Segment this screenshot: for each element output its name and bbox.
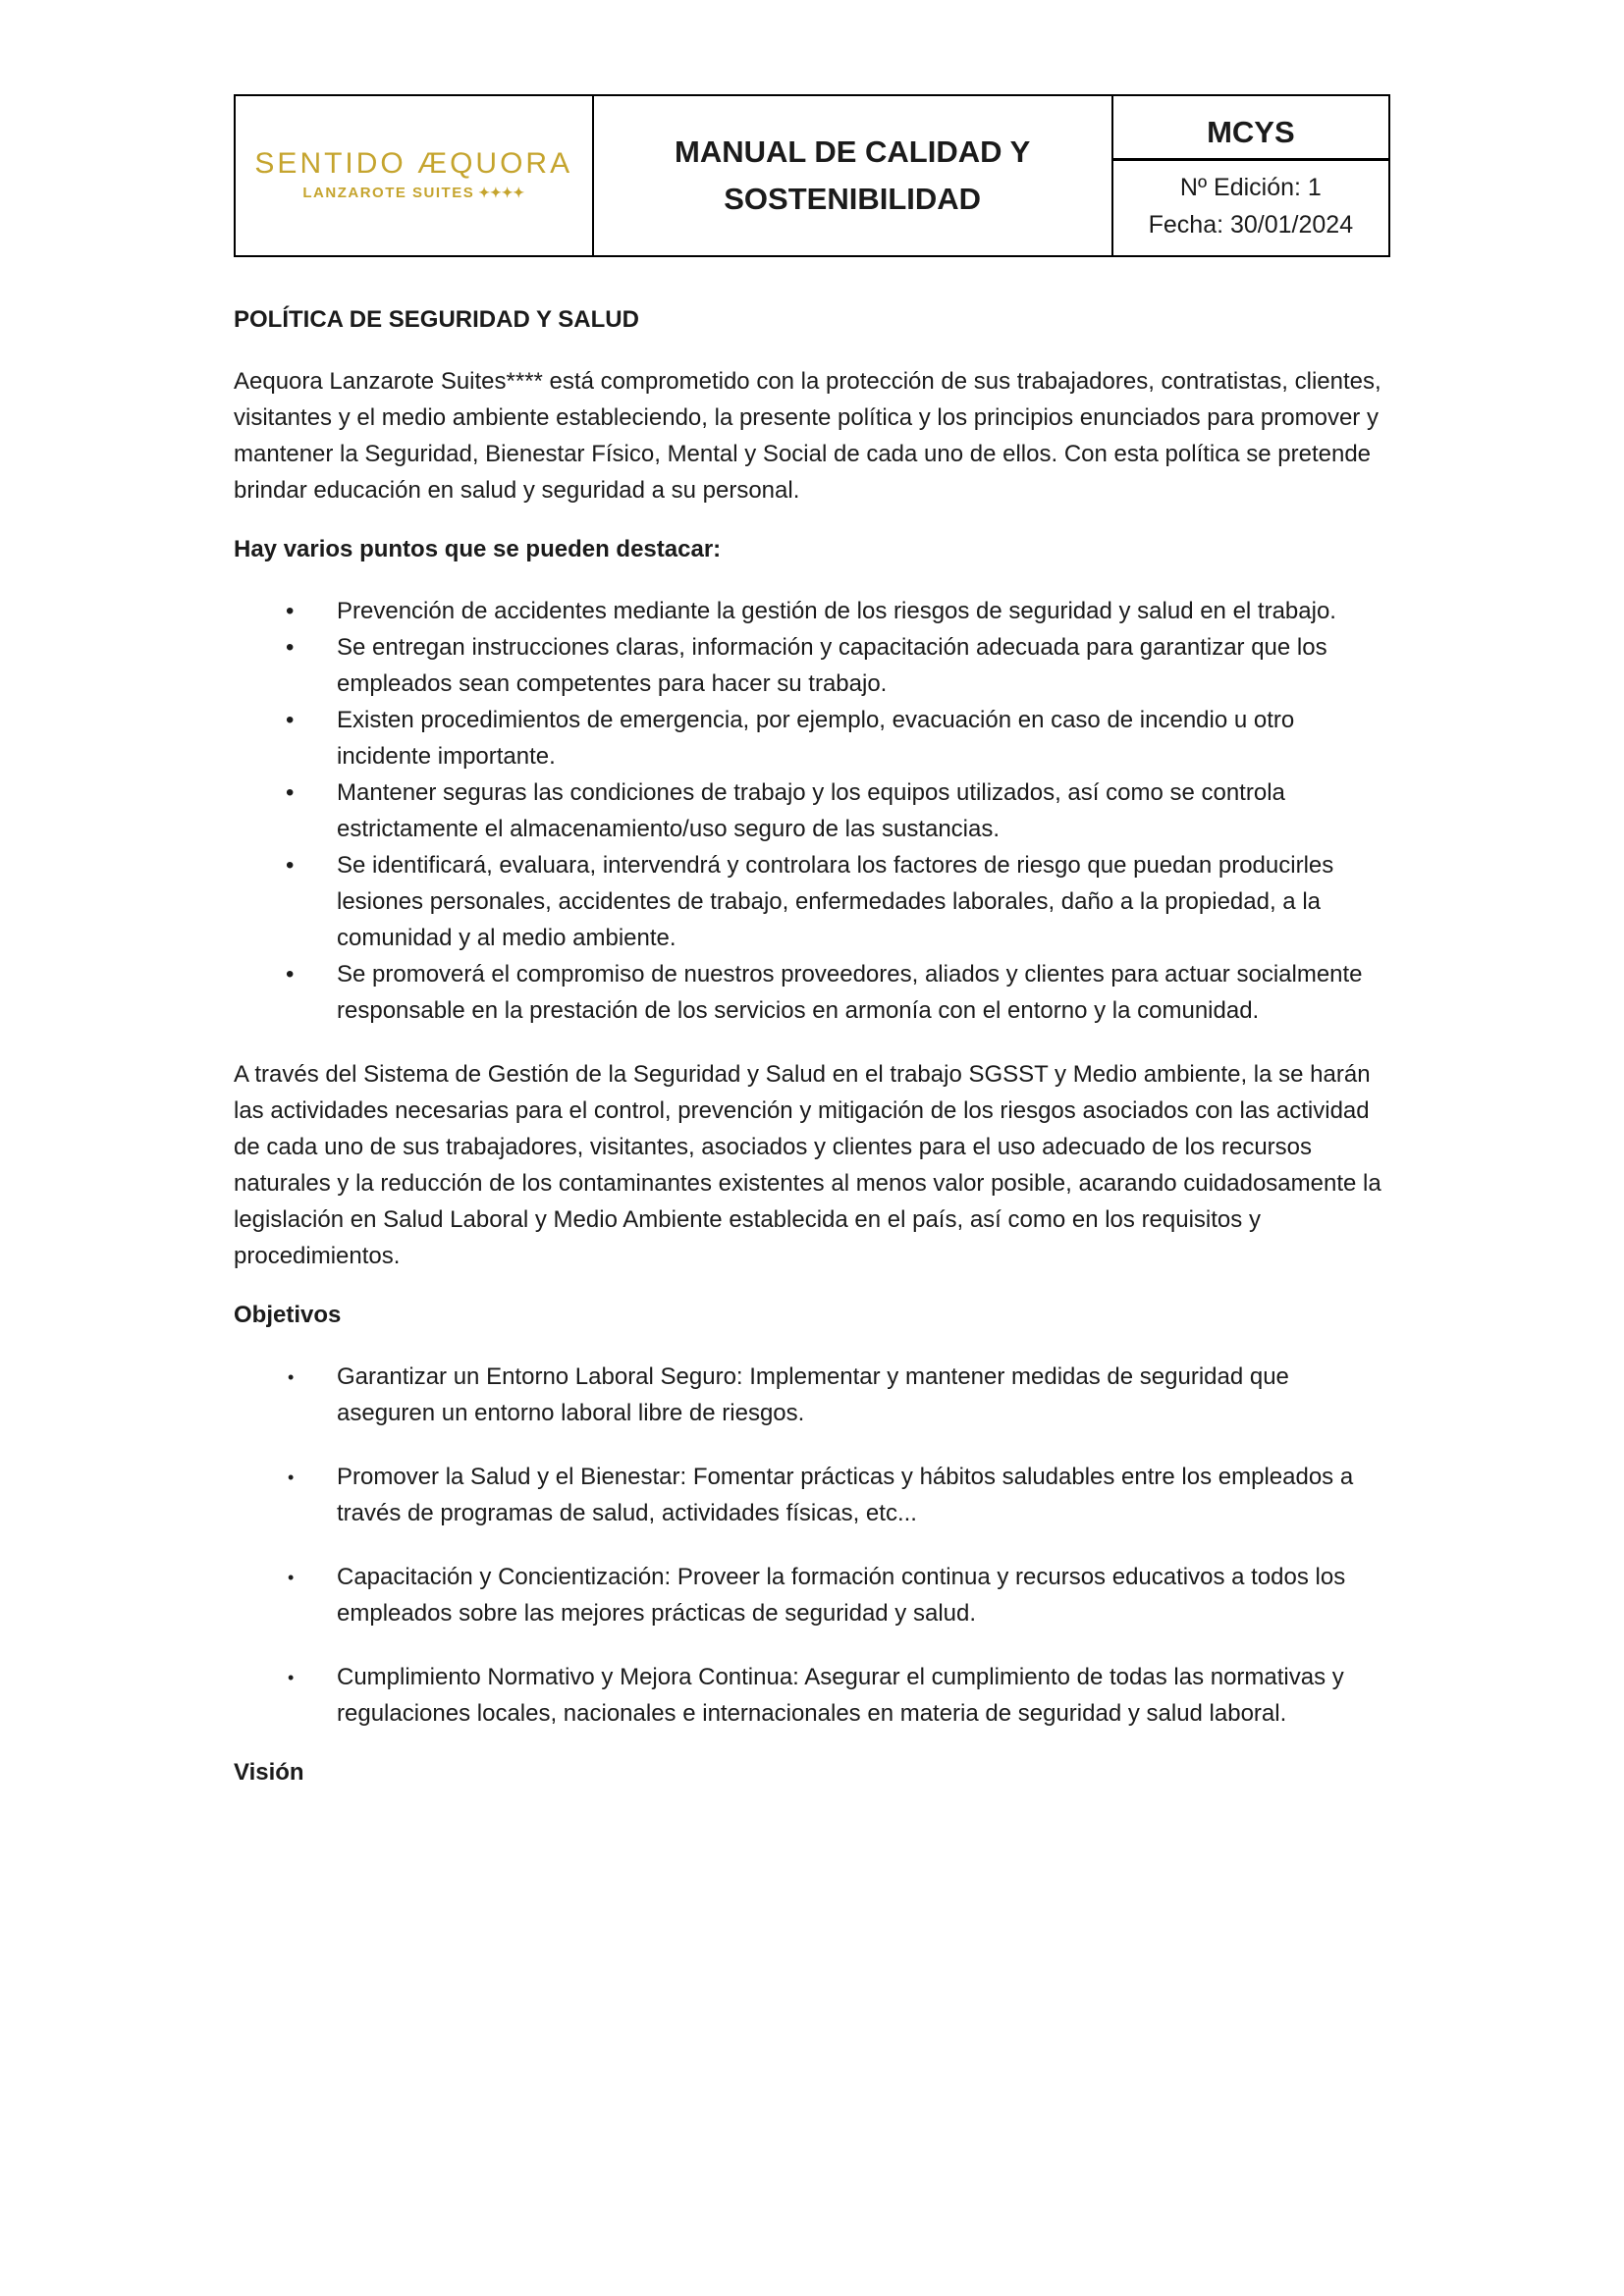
edition-number: Nº Edición: 1	[1179, 173, 1322, 201]
document-meta	[1113, 161, 1388, 243]
header-logo-cell	[235, 95, 593, 256]
intro-paragraph: Aequora Lanzarote Suites**** está comprometido con la protección de sus trabajadores, contratistas, clientes, visitantes y el medio ambiente estableciendo, la presente política y los principios enunciados para promover y mantener la Seguridad, Bienestar Físico, Mental y Social de cada uno de ellos. Con esta política se pretende brindar educación en salud y seguridad a su personal.	[234, 368, 1381, 504]
vision-heading: Visión	[234, 1759, 304, 1786]
four-stars-icon: ✦✦✦✦	[478, 184, 525, 200]
brand-name: SENTIDO ÆQUORA	[254, 146, 573, 180]
list-item: • Existen procedimientos de emergencia, por ejemplo, evacuación en caso de incendio u otro incidente importante.	[234, 702, 1390, 774]
objectives-heading: Objetivos	[234, 1302, 342, 1328]
list-item: • Se entregan instrucciones claras, información y capacitación adecuada para garantizar que los empleados sean competentes para hacer su trabajo.	[234, 629, 1390, 702]
list-item: • Capacitación y Concientización: Proveer la formación continua y recursos educativos a todos los empleados sobre las mejores prácticas de seguridad y salud.	[234, 1559, 1390, 1631]
brand-subtitle	[236, 185, 592, 201]
objectives-list	[234, 1359, 1390, 1732]
header-meta-cell	[1112, 95, 1389, 256]
list-item: • Se promoverá el compromiso de nuestros proveedores, aliados y clientes para actuar socialmente responsable en la prestación de los servicios en armonía con el entorno y la comunidad.	[234, 956, 1390, 1029]
list-item: • Prevención de accidentes mediante la gestión de los riesgos de seguridad y salud en el trabajo.	[234, 593, 1390, 629]
list-item: • Cumplimiento Normativo y Mejora Continua: Asegurar el cumplimiento de todas las normativas y regulaciones locales, nacionales e internacionales en materia de seguridad y salud laboral.	[234, 1659, 1390, 1732]
header-table	[234, 94, 1390, 257]
header-title-cell	[593, 95, 1112, 256]
section-title: POLÍTICA DE SEGURIDAD Y SALUD	[234, 306, 639, 333]
safety-points-list	[234, 593, 1390, 1029]
brand-logo	[236, 130, 592, 223]
list-item: • Mantener seguras las condiciones de trabajo y los equipos utilizados, así como se controla estrictamente el almacenamiento/uso seguro de las sustancias.	[234, 774, 1390, 847]
sgsst-paragraph: A través del Sistema de Gestión de la Seguridad y Salud en el trabajo SGSST y Medio ambiente, la se harán las actividades necesarias para el control, prevención y mitigación de los riesgos asociados con las actividad de cada uno de sus trabajadores, visitantes, asociados y clientes para el uso adecuado de los recursos naturales y la reducción de los contaminantes existentes al menos valor posible, acarando cuidadosamente la legislación en Salud Laboral y Medio Ambiente establecida en el país, así como en los requisitos y procedimientos.	[234, 1061, 1381, 1269]
brand-subtitle-text: LANZAROTE SUITES	[302, 184, 475, 201]
list-item: • Garantizar un Entorno Laboral Seguro: Implementar y mantener medidas de seguridad que aseguren un entorno laboral libre de riesgos.	[234, 1359, 1390, 1431]
manual-title: MANUAL DE CALIDAD Y SOSTENIBILIDAD	[675, 133, 1031, 216]
list-item: • Promover la Salud y el Bienestar: Fomentar prácticas y hábitos saludables entre los empleados a través de programas de salud, actividades físicas, etc...	[234, 1459, 1390, 1531]
document-code: MCYS	[1113, 109, 1388, 161]
points-heading: Hay varios puntos que se pueden destacar:	[234, 536, 722, 562]
document-date: Fecha: 30/01/2024	[1148, 210, 1354, 239]
list-item: • Se identificará, evaluara, intervendrá y controlara los factores de riesgo que puedan producirles lesiones personales, accidentes de trabajo, enfermedades laborales, daño a la propiedad, a la comunidad y al medio ambiente.	[234, 847, 1390, 956]
